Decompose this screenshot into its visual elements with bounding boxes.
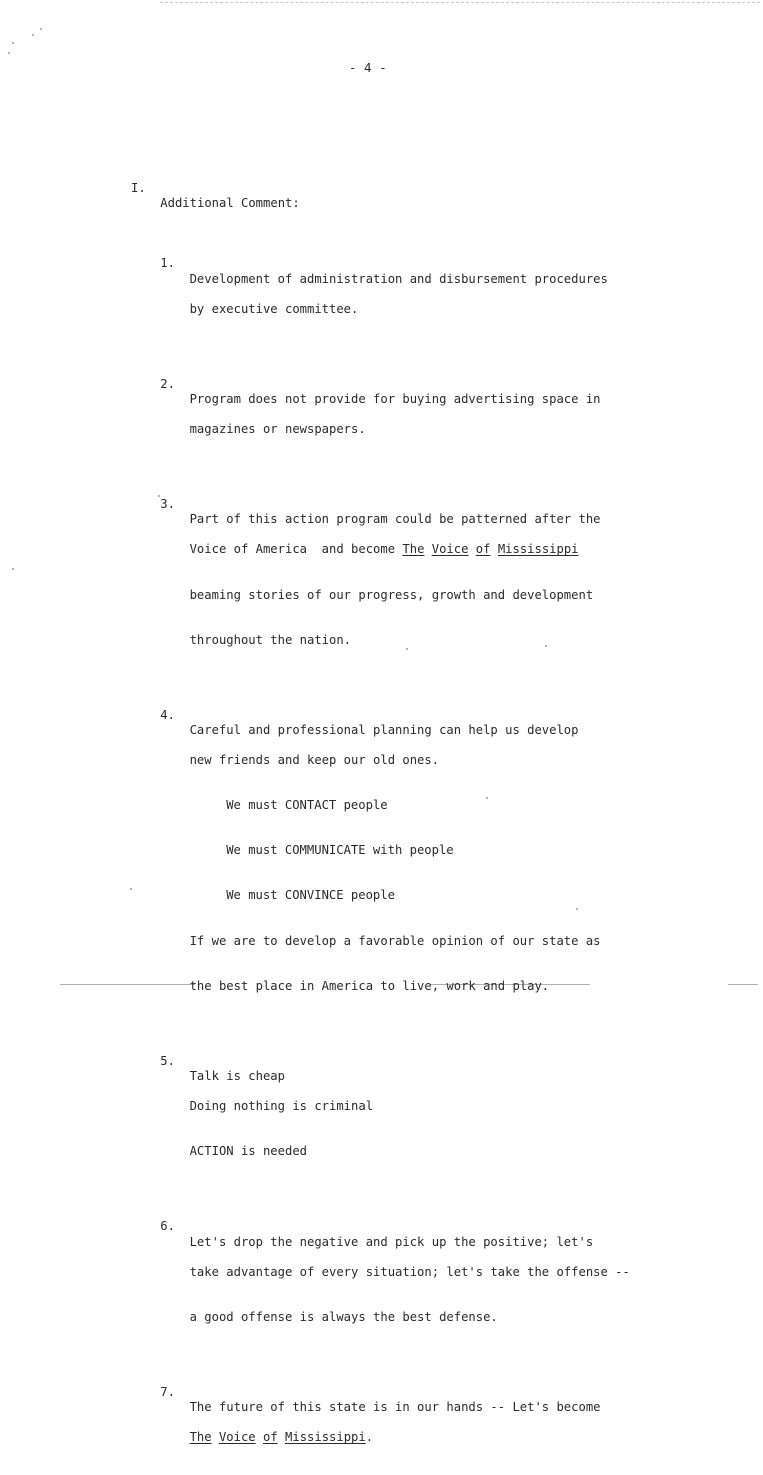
- list-item-continuation: [131, 738, 440, 768]
- list-item-continuation: [131, 919, 601, 948]
- item-number: 7.: [160, 1384, 175, 1399]
- list-item: [131, 693, 579, 737]
- indented-line: [131, 783, 388, 813]
- item-text: by executive committee.: [189, 301, 359, 316]
- item-number: 3.: [160, 497, 175, 512]
- scan-speck: [486, 797, 488, 799]
- scan-top-edge: [160, 2, 760, 3]
- list-item: [131, 241, 608, 286]
- list-item-continuation: [131, 1084, 374, 1114]
- scan-speck: [8, 52, 10, 54]
- item-text: the best place in America to live, work and play.: [189, 978, 550, 993]
- page-number: - 4 -: [349, 60, 387, 75]
- list-item-continuation: [131, 1129, 307, 1159]
- list-item: [131, 482, 601, 527]
- item-number: 2.: [160, 376, 175, 391]
- list-item-continuation: [131, 287, 359, 316]
- item-number: 6.: [160, 1219, 175, 1234]
- item-text: Let's drop the negative and pick up the positive; let's: [189, 1234, 594, 1249]
- list-item-continuation: [131, 1415, 374, 1445]
- document-body: [131, 106, 630, 1475]
- item-text: Doing nothing is criminal: [189, 1099, 374, 1114]
- scan-speck: [12, 42, 14, 44]
- list-item: [131, 1039, 285, 1083]
- list-item-continuation: [131, 1295, 498, 1324]
- underlined-word: The: [189, 1430, 212, 1445]
- underlined-word: of: [262, 1430, 278, 1445]
- item-text: a good offense is always the best defense.: [189, 1309, 498, 1324]
- item-text: We must COMMUNICATE with people: [226, 843, 454, 858]
- item-text: We must CONVINCE people: [226, 888, 395, 903]
- list-item-continuation: [131, 527, 579, 557]
- item-text: Talk is cheap: [189, 1069, 285, 1083]
- item-text-segment: Voice of America and become: [189, 542, 403, 557]
- item-text: We must CONTACT people: [226, 798, 388, 813]
- list-item-continuation: [131, 964, 550, 993]
- item-text-segment: .: [365, 1430, 374, 1445]
- scan-speck: [12, 568, 14, 570]
- list-item: [131, 362, 601, 406]
- item-text: take advantage of every situation; let's take the offense --: [189, 1264, 630, 1279]
- item-text: beaming stories of our progress, growth and development: [189, 587, 594, 602]
- scan-speck: [406, 648, 408, 650]
- item-text: The future of this state is in our hands -- Let's become: [189, 1400, 601, 1415]
- item-number: 4.: [160, 707, 175, 722]
- list-item-continuation: [131, 1250, 630, 1279]
- scan-speck: [32, 34, 34, 36]
- item-text: magazines or newspapers.: [189, 421, 366, 436]
- indented-line: [131, 873, 395, 903]
- underlined-word: The: [402, 542, 425, 557]
- underlined-word: Voice: [431, 542, 469, 557]
- scan-speck: [576, 908, 578, 910]
- list-item: [131, 1204, 594, 1249]
- scan-speck: [40, 28, 42, 30]
- underlined-word: Mississippi: [285, 1430, 366, 1445]
- item-text: Program does not provide for buying advertising space in: [189, 391, 601, 406]
- section-heading: [131, 166, 300, 211]
- underlined-word: Mississippi: [497, 542, 579, 557]
- scan-bottom-edge: [728, 984, 758, 985]
- indented-line: [131, 828, 454, 858]
- item-number: 1.: [160, 256, 175, 271]
- item-text: throughout the nation.: [189, 632, 352, 647]
- scan-speck: [545, 645, 547, 647]
- item-text: Part of this action program could be patterned after the: [189, 512, 601, 527]
- section-marker: I.: [131, 181, 146, 196]
- item-text: If we are to develop a favorable opinion of our state as: [189, 933, 601, 948]
- section-title: Additional Comment:: [160, 196, 300, 211]
- item-text: [190, 1430, 373, 1445]
- list-item-continuation: [131, 407, 366, 436]
- list-item-continuation: [131, 618, 352, 647]
- item-text: Development of administration and disbursement procedures: [189, 271, 608, 286]
- underlined-word: Voice: [218, 1430, 256, 1445]
- item-text: ACTION is needed: [189, 1144, 307, 1159]
- item-text: Careful and professional planning can help us develop: [189, 722, 579, 737]
- list-item-continuation: [131, 572, 594, 602]
- underlined-word: of: [475, 542, 491, 557]
- item-text: [190, 542, 579, 557]
- list-item: [131, 1370, 601, 1415]
- item-text: new friends and keep our old ones.: [189, 753, 440, 768]
- item-number: 5.: [160, 1053, 175, 1068]
